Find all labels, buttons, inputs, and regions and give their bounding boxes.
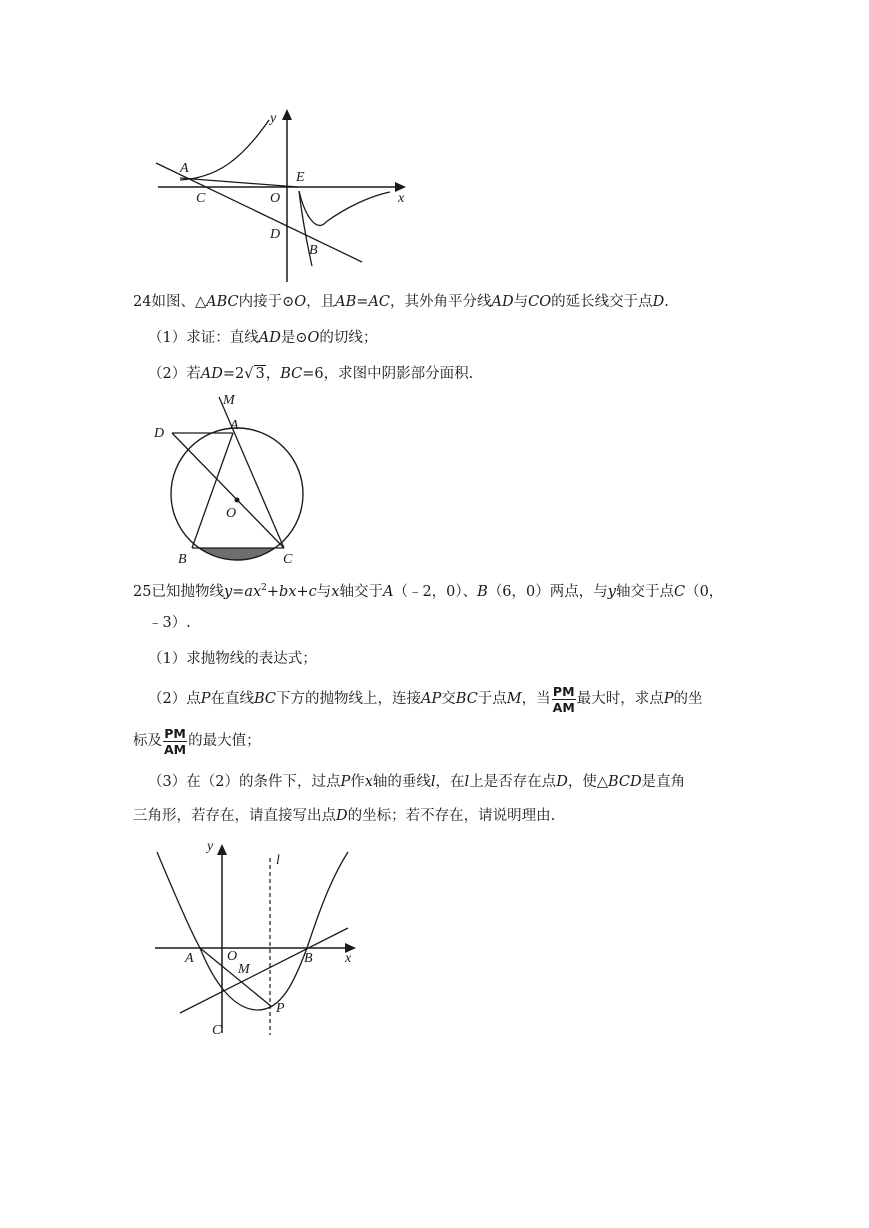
label-l: l [276,853,280,868]
label-C: C [283,552,293,567]
label-x: x [345,951,352,966]
q25-stem-cont: ﹣3）. [148,615,191,631]
label-P: P [276,1001,285,1016]
q24-part2: （2）若AD=2√ 3，BC=6，求图中阴影部分面积. [148,366,474,382]
q25-part2: （2）点P在直线BC下方的抛物线上，连接AP交BC于点M，当 $\frac{PM}{AM}$ 最大时，求点P的坐 [148,683,703,715]
label-O: O [227,949,238,964]
label-B: B [309,243,318,258]
q25-part3: （3）在（2）的条件下，过点P作x轴的垂线l，在l上是否存在点D，使△BCD是直角 [148,774,686,790]
label-B: B [178,552,187,567]
label-B: B [304,951,313,966]
label-x: x [398,191,405,206]
q25-stem: 25已知抛物线$y=ax^2+bx+c$与x轴交于A（﹣2，0）、B（6，0）两点，与y轴交于点C（0， [133,583,724,600]
label-A: A [230,418,239,433]
label-A: A [185,951,194,966]
q24-part1: （1）求证：直线AD是⊙O的切线； [148,330,378,346]
label-M: M [223,393,235,408]
q25-part3-cont: 三角形，若存在，请直接写出点D的坐标；若不存在，请说明理由. [133,808,556,824]
fraction-pm-am: $\frac{PM}{AM}$ [552,683,575,715]
label-y: y [207,839,214,854]
label-M: M [238,962,250,977]
q25-part1: （1）求抛物线的表达式； [148,651,317,667]
label-O: O [226,506,237,521]
fraction-pm-am-2: $\frac{PM}{AM}$ [164,725,187,757]
label-D: D [154,426,165,441]
label-A: A [180,161,189,176]
label-C: C [212,1023,222,1038]
q25-part2-cont: 标及 $\frac{PM}{AM}$ 的最大值； [133,725,261,757]
label-C: C [196,191,206,206]
q24-stem: 24如图、△ABC内接于⊙O，且AB=AC，其外角平分线AD与CO的延长线交于点D. [133,294,669,310]
label-y: y [270,111,277,126]
label-E: E [296,170,305,185]
label-D: D [270,227,281,242]
label-O: O [270,191,281,206]
